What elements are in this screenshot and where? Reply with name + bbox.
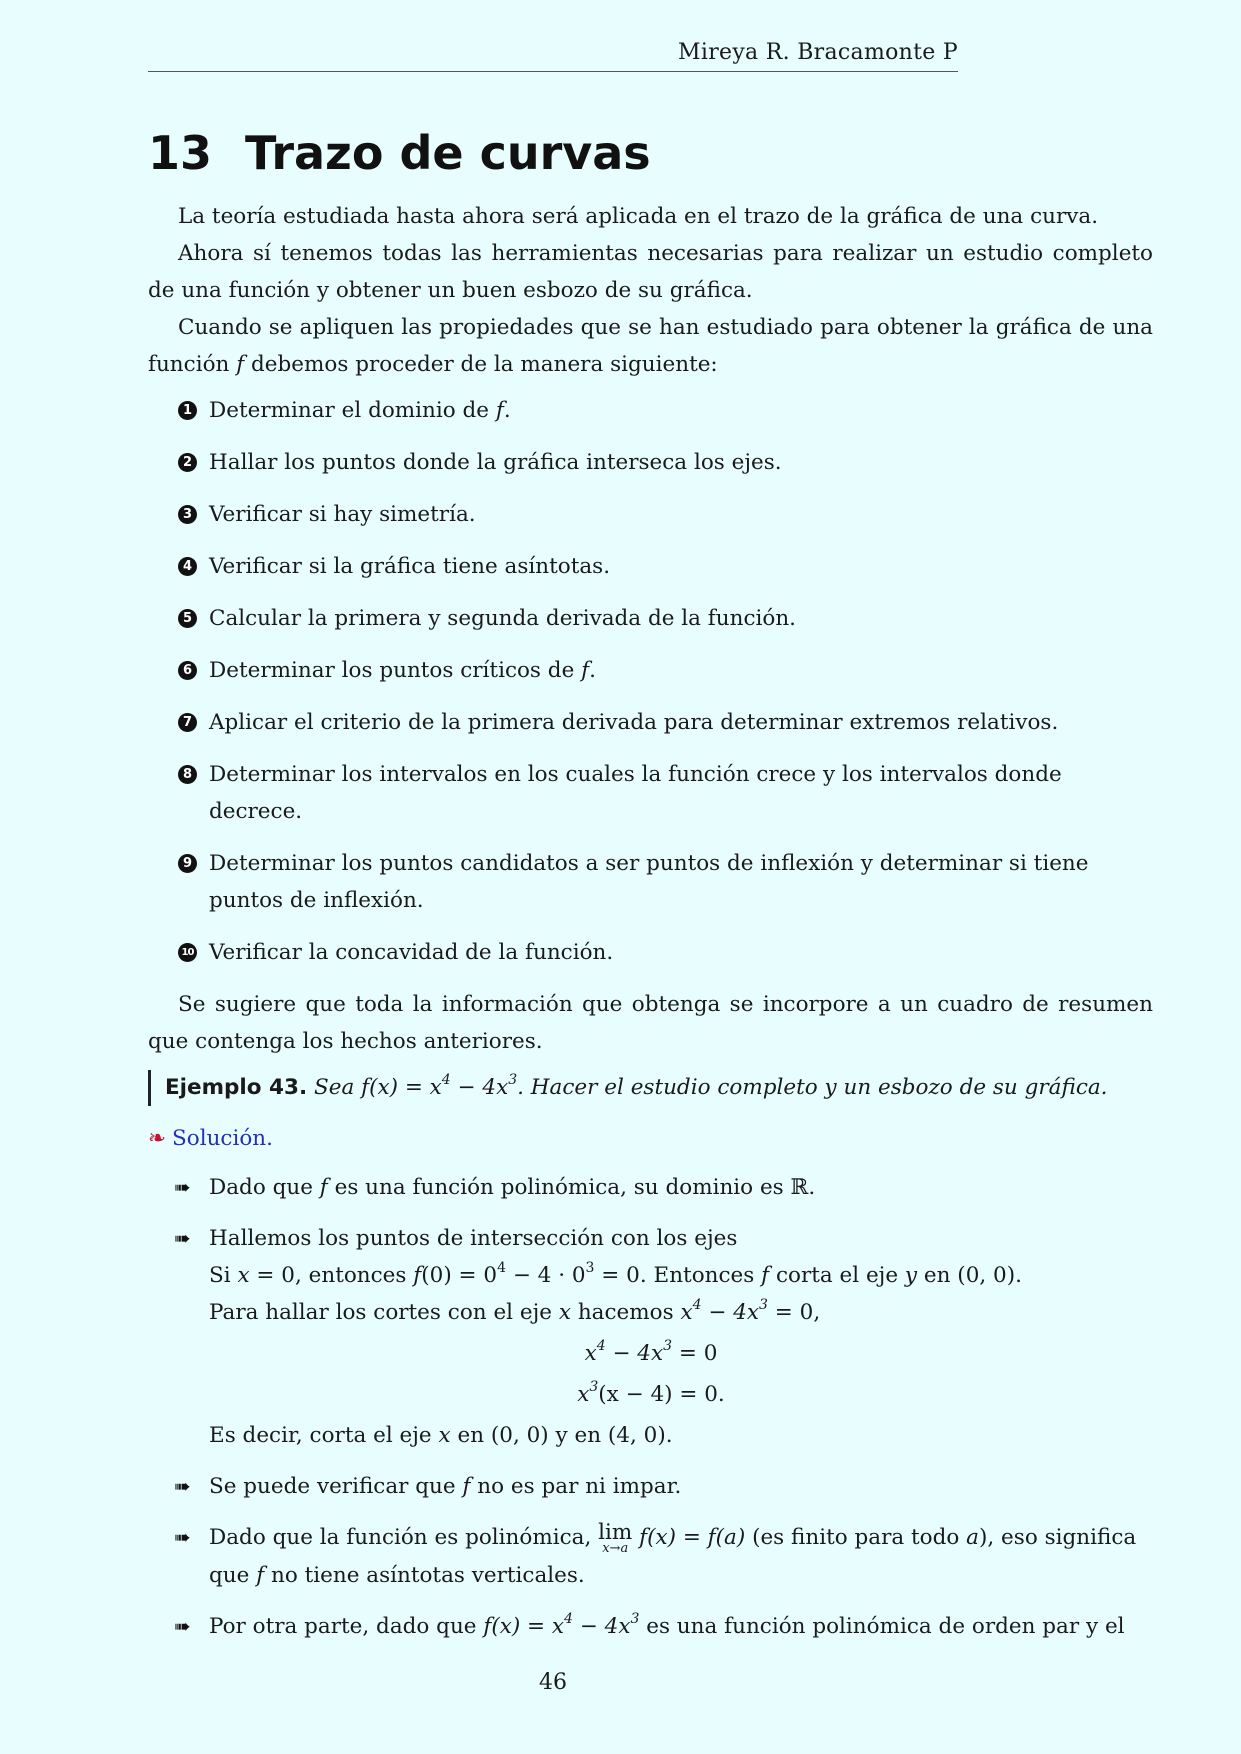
math-expr: x — [558, 1300, 571, 1325]
math-expr: f — [413, 1263, 422, 1288]
item-text: ), eso significa que — [209, 1525, 1137, 1588]
intro-paragraph-3 — [148, 309, 1153, 383]
item-text: en (0, 0). — [923, 1263, 1022, 1288]
section-heading — [148, 126, 651, 180]
list-item — [148, 496, 1153, 533]
eq-rhs: (x − 4) = 0. — [598, 1382, 725, 1407]
item-text: Si — [209, 1263, 231, 1288]
step-number-badge: 9 — [178, 854, 197, 873]
item-text: Hallemos los puntos de intersección con los ejes — [209, 1226, 738, 1251]
list-item — [148, 934, 1153, 971]
solution-label: Solución. — [172, 1126, 273, 1151]
item-text: Dado que la función es polinómica, — [209, 1525, 592, 1550]
math-expr: a — [966, 1525, 979, 1550]
solution-list — [148, 1169, 1153, 1645]
step-number-badge: 7 — [178, 713, 197, 732]
item-text: corta el eje — [775, 1263, 899, 1288]
arrow-right-icon: ➠ — [174, 1226, 191, 1250]
arrow-right-icon: ➠ — [174, 1175, 191, 1199]
math-expr: f(x) = f(a) — [639, 1525, 746, 1550]
limit-operator: lim x→a — [598, 1520, 633, 1556]
item-text: en (0, 0) y en (4, 0). — [457, 1423, 673, 1448]
math-f: f — [319, 1175, 328, 1200]
step-text: Verificar la concavidad de la función. — [209, 940, 614, 965]
step-text: Hallar los puntos donde la gráfica interseca los ejes. — [209, 450, 782, 475]
math-f: f — [462, 1474, 471, 1499]
item-text: (es finito para todo — [752, 1525, 960, 1550]
list-item — [148, 845, 1153, 919]
page-number: 46 — [539, 1670, 567, 1695]
list-item — [148, 1519, 1153, 1594]
item-text: no tiene asíntotas verticales. — [271, 1563, 585, 1588]
step-end: . — [503, 398, 511, 423]
step-number-badge: 1 — [178, 401, 197, 420]
arrow-right-icon: ➠ — [174, 1474, 191, 1498]
arrow-right-icon: ➠ — [174, 1525, 191, 1549]
item-text: , entonces — [294, 1263, 407, 1288]
step-number-badge: 5 — [178, 609, 197, 628]
item-text: . Entonces — [639, 1263, 755, 1288]
step-end: . — [589, 658, 596, 683]
step-text: Determinar el dominio de — [209, 398, 490, 423]
step-number-badge: 2 — [178, 453, 197, 472]
list-item — [148, 704, 1153, 741]
arrow-right-icon: ➠ — [174, 1614, 191, 1638]
equation-1: $x^4 - 4x^3 = 0$ — [584, 1337, 718, 1366]
example-pre: Sea — [314, 1075, 355, 1100]
list-item — [148, 392, 1153, 429]
list-item — [148, 444, 1153, 481]
math-f: f — [581, 658, 590, 683]
step-text: Determinar los puntos críticos de — [209, 658, 575, 683]
example-function: $f(x) = x^4 - 4x^3$ — [361, 1071, 518, 1100]
example-label: Ejemplo 43. — [165, 1075, 308, 1100]
list-item — [148, 652, 1153, 689]
math-f: f — [236, 352, 245, 377]
step-number-badge: 6 — [178, 661, 197, 680]
intro-paragraph-1: La teoría estudiada hasta ahora será aplicada en el trazo de la gráfica de una curva. — [178, 204, 1099, 229]
step-number-badge: 10 — [178, 943, 197, 962]
step-number-badge: 3 — [178, 505, 197, 524]
intro-paragraph-2: Ahora sí tenemos todas las herramientas necesarias para realizar un estudio completo de una función y obtener un buen esbozo de su gráfica. — [148, 241, 1153, 303]
list-item — [148, 1169, 1153, 1206]
step-text: Calcular la primera y segunda derivada de la función. — [209, 606, 796, 631]
body-text — [148, 198, 1153, 1659]
item-text: Es decir, corta el eje — [209, 1423, 432, 1448]
item-text: Dado que — [209, 1175, 313, 1200]
summary-paragraph: Se sugiere que toda la información que obtenga se incorpore a un cuadro de resumen que contenga los hechos anteriores. — [148, 992, 1153, 1054]
item-text: es una función polinómica de orden par y el — [646, 1614, 1125, 1639]
section-number: 13 — [148, 126, 213, 180]
page — [148, 0, 1153, 1754]
step-text: Aplicar el criterio de la primera derivada para determinar extremos relativos. — [209, 710, 1059, 735]
item-text: Se puede verificar que — [209, 1474, 456, 1499]
item-text: no es par ni impar. — [477, 1474, 682, 1499]
solution-heading — [148, 1120, 1153, 1157]
equation-2: $x^3(x - 4) = 0$. — [577, 1378, 725, 1407]
example-post: . Hacer el estudio completo y un esbozo de su gráfica. — [517, 1075, 1108, 1100]
intersect-y-line: Si x = 0, entonces $f(0) = 0^4 - 4 \cdot 0^3 = 0$. Entonces f corta el eje y en (0, 0). — [209, 1259, 1022, 1288]
math-f: f — [256, 1563, 265, 1588]
intro-p3-post: debemos proceder de la manera siguiente: — [251, 352, 718, 377]
math-f: f — [495, 398, 504, 423]
example-box — [148, 1070, 1153, 1106]
intro-p3-pre: Cuando se apliquen las propiedades que se han estudiado para obtener la gráfica de una función — [148, 315, 1153, 377]
intersect-x-line: Para hallar los cortes con el eje x hacemos $x^4 - 4x^3 = 0$, — [209, 1296, 821, 1325]
step-text: Verificar si la gráfica tiene asíntotas. — [209, 554, 611, 579]
item-text: hacemos — [577, 1300, 674, 1325]
list-item — [148, 1608, 1153, 1645]
step-number-badge: 4 — [178, 557, 197, 576]
cuts-line — [209, 1417, 1153, 1454]
step-text: Determinar los intervalos en los cuales la función crece y los intervalos donde decrece. — [209, 762, 1062, 824]
math-expr: $f(x) = x^4 - 4x^3$ — [483, 1610, 640, 1639]
math-f: f — [761, 1263, 770, 1288]
math-expr: y — [904, 1263, 918, 1288]
math-expr: x — [237, 1263, 250, 1288]
math-expr: x — [438, 1423, 451, 1448]
step-number-badge: 8 — [178, 765, 197, 784]
section-title: Trazo de curvas — [245, 126, 651, 180]
steps-list — [148, 392, 1153, 971]
eq-rhs: = 0 — [678, 1341, 718, 1366]
list-item — [148, 1220, 1153, 1454]
list-item — [148, 548, 1153, 585]
running-header: Mireya R. Bracamonte P — [148, 40, 958, 72]
floral-leaf-icon: ❧ — [148, 1126, 167, 1151]
math-expr: $x^4 - 4x^3$ — [680, 1296, 768, 1325]
item-text: Para hallar los cortes con el eje — [209, 1300, 552, 1325]
item-text: es una función polinómica, su dominio es ℝ. — [334, 1175, 816, 1200]
step-text: Verificar si hay simetría. — [209, 502, 476, 527]
item-text: Por otra parte, dado que — [209, 1614, 477, 1639]
step-text: Determinar los puntos candidatos a ser puntos de inflexión y determinar si tiene puntos de inflexión. — [209, 851, 1089, 913]
list-item — [148, 756, 1153, 830]
list-item — [148, 600, 1153, 637]
list-item — [148, 1468, 1153, 1505]
